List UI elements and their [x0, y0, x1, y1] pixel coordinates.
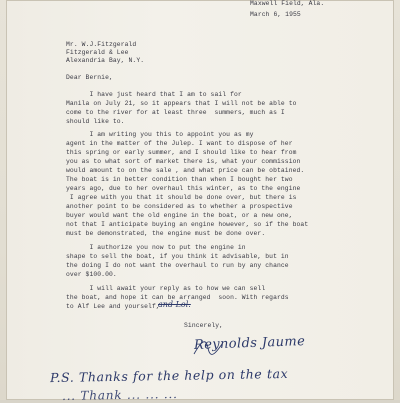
- paragraph-line: to Alf Lee and yourself,: [66, 303, 160, 310]
- paragraph-line: years ago, due to her overhaul this winter, as to the engine: [66, 185, 301, 192]
- signature: Reynolds Jaume: [193, 334, 306, 353]
- letter-date: March 6, 1955: [250, 11, 301, 18]
- paragraph-line: not that I anticipate buying an engine however, so if the boat: [66, 221, 309, 228]
- letter-page: [6, 0, 394, 403]
- recipient-firm: Fitzgerald & Lee: [66, 49, 129, 56]
- paragraph-line: this spring or early summer, and I should like to hear from: [66, 149, 297, 156]
- salutation: Dear Bernie,: [66, 74, 113, 81]
- paragraph-line: agent in the matter of the Julep. I want to dispose of her: [66, 140, 293, 147]
- paragraph-line: the boat, and hope it can be arranged soon. With regards: [66, 294, 289, 301]
- recipient-name: Mr. W.J.Fitzgerald: [66, 41, 137, 48]
- paragraph-line: the doing I do not want the overhaul to run by any chance: [66, 262, 289, 269]
- paragraph-line: come to the river for at least three summers, much as I: [66, 109, 285, 116]
- recipient-address: Alexandria Bay, N.Y.: [66, 57, 145, 64]
- paragraph-line: I agree with you that it should be done over, but there is: [66, 194, 297, 201]
- paragraph-line: Manila on July 21, so it appears that I will not be able to: [66, 100, 297, 107]
- paragraph-line: must be demonstrated, the engine must be done over.: [66, 230, 266, 237]
- closing: Sincerely,: [184, 322, 224, 329]
- letter-place: Maxwell Field, Ala.: [250, 0, 325, 7]
- postscript-line-2: ... Thank ... ... ...: [61, 386, 178, 403]
- paragraph-line: you as to what sort of market there is, what your commission: [66, 158, 301, 165]
- paragraph-line: shape to sell the boat, if you think it advisable, but in: [66, 253, 289, 260]
- paragraph-line: I am writing you this to appoint you as my: [66, 131, 254, 138]
- paragraph-line: I authorize you now to put the engine in: [66, 244, 246, 251]
- signature-flourish: [192, 334, 292, 360]
- paragraph-line: over $100.00.: [66, 271, 117, 278]
- paragraph-line: I will await your reply as to how we can sell: [66, 285, 266, 292]
- postscript-line-1: P.S. Thanks for the help on the tax: [49, 365, 289, 386]
- handwritten-struck-text: and Lol.: [158, 300, 191, 309]
- paragraph-line: should like to.: [66, 118, 125, 125]
- paragraph-line: The boat is in better condition than when I bought her two: [66, 176, 293, 183]
- paragraph-line: another point to be considered as to whether a prospective: [66, 203, 293, 210]
- paragraph-line: I have just heard that I am to sail for: [66, 91, 242, 98]
- paragraph-line: buyer would want the old engine in the boat, or a new one,: [66, 212, 293, 219]
- paragraph-line: would amount to on the sale , and what price can be obtained.: [66, 167, 305, 174]
